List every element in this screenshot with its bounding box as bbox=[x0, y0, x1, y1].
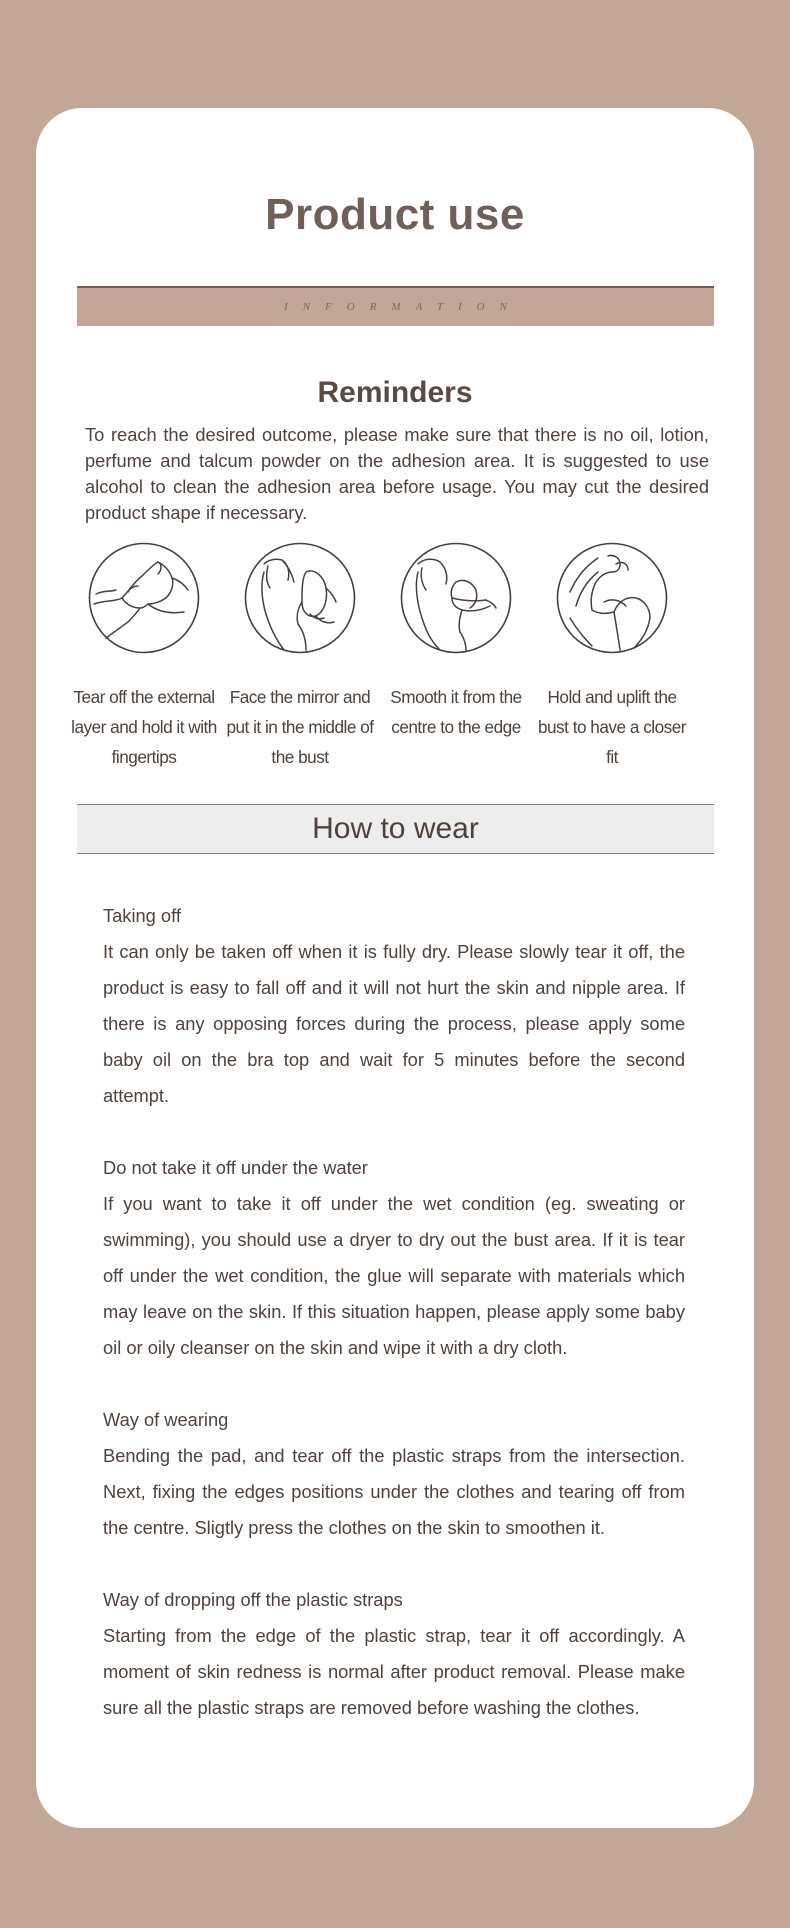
section-text: Bending the pad, and tear off the plastic straps from the intersection. Next, fixing the edges positions under the clothes and tearing off from the centre. Sligtly press the clothes on the skin to smoothen it. bbox=[103, 1445, 685, 1538]
uplift-illustration-icon bbox=[556, 542, 668, 654]
section-heading: Taking off bbox=[103, 905, 181, 926]
section-heading: Way of wearing bbox=[103, 1409, 229, 1430]
section-taking-off bbox=[103, 898, 685, 1114]
step-2-label: Face the mirror and put it in the middle of the bust bbox=[226, 687, 374, 767]
step-1-label: Tear off the external layer and hold it with fingertips bbox=[71, 687, 217, 767]
step-4-label: Hold and uplift the bust to have a closer fit bbox=[537, 687, 687, 767]
content-card bbox=[36, 108, 754, 1828]
how-to-wear-title: How to wear bbox=[77, 804, 714, 854]
section-text: If you want to take it off under the wet condition (eg. sweating or swimming), you should use a dryer to dry out the bust area. If it is tear off under the wet condition, the glue will separate with materials which may leave on the skin. If this situation happen, please apply some baby oil or oily cleanser on the skin and wipe it with a dry cloth. bbox=[103, 1193, 685, 1358]
section-text: It can only be taken off when it is fully dry. Please slowly tear it off, the product is easy to fall off and it will not hurt the skin and nipple area. If there is any opposing forces during the process, please apply some baby oil on the bra top and wait for 5 minutes before the second attempt. bbox=[103, 941, 685, 1106]
page-title: Product use bbox=[265, 190, 525, 239]
section-heading: Way of dropping off the plastic straps bbox=[103, 1589, 403, 1610]
smooth-illustration-icon bbox=[400, 542, 512, 654]
step-3-label: Smooth it from the centre to the edge bbox=[390, 687, 522, 737]
section-heading: Do not take it off under the water bbox=[103, 1157, 368, 1178]
step-1 bbox=[66, 542, 222, 772]
section-under-water bbox=[103, 1150, 685, 1366]
section-dropping-straps bbox=[103, 1582, 685, 1726]
peel-off-illustration-icon bbox=[88, 542, 200, 654]
place-on-bust-illustration-icon bbox=[244, 542, 356, 654]
section-way-of-wearing bbox=[103, 1402, 685, 1546]
information-band-text: INFORMATION bbox=[284, 301, 522, 313]
steps-row bbox=[66, 542, 696, 782]
step-3 bbox=[378, 542, 534, 742]
information-band bbox=[77, 286, 714, 326]
step-4 bbox=[534, 542, 690, 772]
how-to-wear-sections bbox=[103, 898, 685, 1762]
section-text: Starting from the edge of the plastic strap, tear it off accordingly. A moment of skin redness is normal after product removal. Please make sure all the plastic straps are removed before washing the clothes. bbox=[103, 1625, 685, 1718]
reminders-text: To reach the desired outcome, please make sure that there is no oil, lotion, perfume and talcum powder on the adhesion area. It is suggested to use alcohol to clean the adhesion area before usage. You may cut the desired product shape if necessary. bbox=[85, 424, 709, 523]
step-2 bbox=[222, 542, 378, 772]
reminders-title: Reminders bbox=[317, 376, 473, 409]
